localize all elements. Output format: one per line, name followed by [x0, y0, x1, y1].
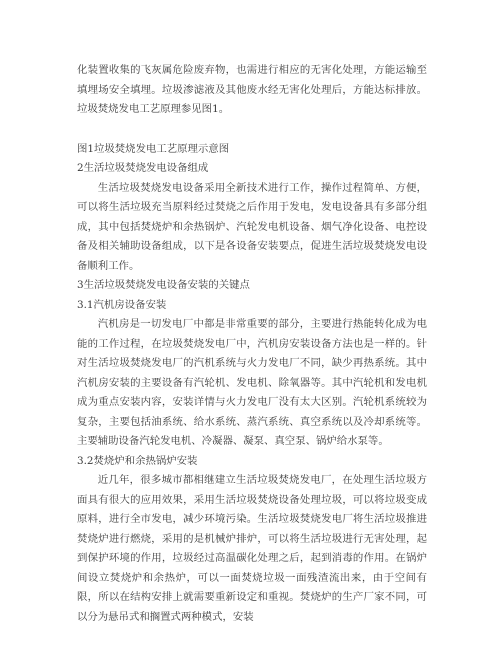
document-page [77, 61, 427, 627]
section-3-1-body: 汽机房是一切发电厂中都是非常重要的部分，主要进行热能转化成为电能的工作过程，在垃圾焚烧发电厂中，汽机房安装设备方法也是一样的。针对生活垃圾焚烧发电厂的汽机系统与火力发电厂不同，缺少再热系统。其中汽机房安装的主要设备有汽轮机、发电机、除氧器等。其中汽轮机和发电机成为重点安装内容，安装详情与火力发电厂没有太大区别。汽轮机系统较为复杂，主要包括油系统、给水系统、蒸汽系统、真空系统以及冷却系统等。主要辅助设备汽轮发电机、冷凝器、凝泵、真空泵、锅炉给水泵等。 [77, 318, 427, 447]
figure-spacer [77, 120, 427, 140]
figure-caption: 图1垃圾焚烧发电工艺原理示意图 [77, 142, 230, 155]
section-3-1-heading: 3.1汽机房设备安装 [77, 298, 167, 311]
section-3-2-body: 近几年，很多城市都相继建立生活垃圾焚烧发电厂，在处理生活垃圾方面具有很大的应用效果，采用生活垃圾焚烧设备处理垃圾，可以将垃圾变成原料，进行全市发电，减少环境污染。生活垃圾焚烧发电厂将生活垃圾推进焚烧炉进行燃烧，采用的是机械炉排炉，可以将生活垃圾进行无害处理，起到保护环境的作用，垃圾经过高温碳化处理之后，起到消毒的作用。在锅炉间设立焚烧炉和余热炉，可以一面焚烧垃圾一面残渣流出来，由于空间有限，所以在结构安排上就需要重新设定和重视。焚烧炉的生产厂家不同，可以分为悬吊式和搁置式两种模式，安装 [77, 474, 427, 623]
section-3-heading: 3生活垃圾焚烧发电设备安装的关键点 [77, 279, 250, 291]
section-2-heading: 2生活垃圾焚烧发电设备组成 [77, 162, 209, 174]
section-3-2-heading: 3.2焚烧炉和余热锅炉安装 [77, 454, 198, 467]
intro-paragraph: 化装置收集的飞灰属危险废弃物，也需进行相应的无害化处理，方能运输至填埋场安全填埋。垃圾渗滤液及其他废水经无害化处理后，方能达标排放。垃圾焚烧发电工艺原理参见图1。 [77, 64, 427, 115]
section-2-body: 生活垃圾焚烧发电设备采用全新技术进行工作，操作过程简单、方便，可以将生活垃圾充当原料经过焚烧之后作用于发电，发电设备具有多部分组成，其中包括焚烧炉和余热锅炉、汽轮发电机设备、烟气净化设备、电控设备及相关辅助设备组成，以下是各设备安装要点，促进生活垃圾焚烧发电设备顺利工作。 [77, 181, 427, 272]
